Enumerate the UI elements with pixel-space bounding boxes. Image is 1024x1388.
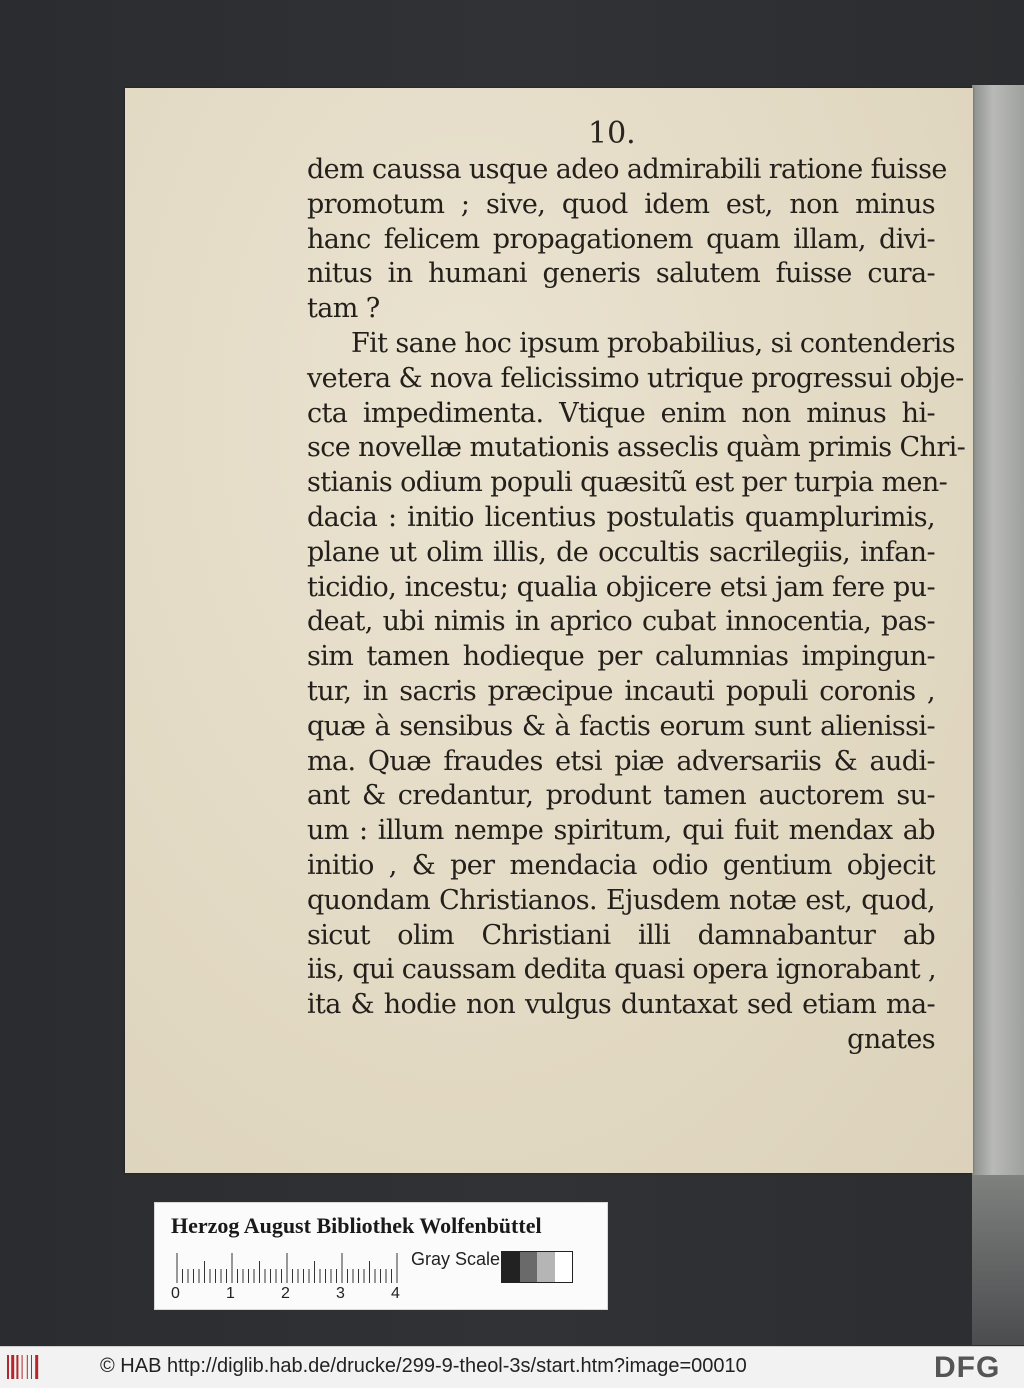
text-line: quondam Christianos. Ejusdem notæ est, quod,	[307, 884, 935, 916]
text-line: um : illum nempe spiritum, qui fuit mendax ab	[307, 815, 935, 847]
text-line: cta impedimenta. Vtique enim non minus hi-	[307, 397, 935, 429]
text-line: nitus in humani generis salutem fuisse cura-	[307, 258, 935, 290]
ruler-number: 2	[281, 1285, 290, 1302]
text-line: ita & hodie non vulgus duntaxat sed etiam ma-	[307, 989, 935, 1021]
text-line: ant & credantur, produnt tamen auctorem su-	[307, 780, 935, 812]
ruler-number: 0	[171, 1285, 180, 1302]
scale-ruler	[175, 1249, 405, 1283]
gray-scale-swatches	[501, 1251, 573, 1283]
text-line: sicut olim Christiani illi damnabantur ab	[307, 919, 935, 951]
ruler-number: 4	[391, 1285, 400, 1302]
ruler-number: 3	[336, 1285, 345, 1302]
text-line: promotum ; sive, quod idem est, non minus	[307, 188, 935, 220]
gray-swatch	[555, 1252, 573, 1282]
text-line: dacia : initio licentius postulatis quamplurimis,	[307, 501, 935, 533]
text-line: Fit sane hoc ipsum probabilius, si contenderis	[351, 327, 955, 359]
text-line: stianis odium populi quæsitũ est per turpia men-	[307, 467, 948, 499]
text-line: tur, in sacris præcipue incauti populi coronis ,	[307, 675, 935, 707]
gray-scale-label: Gray Scale	[411, 1249, 501, 1269]
facing-page-edge-lower	[972, 1175, 1024, 1345]
viewer-footer	[0, 1346, 1024, 1388]
gray-swatch	[502, 1252, 520, 1282]
text-line: deat, ubi nimis in aprico cubat innocentia, pas-	[307, 606, 935, 638]
text-line: quæ à sensibus & à factis eorum sunt alienissi-	[307, 710, 935, 742]
copyright-link[interactable]: © HAB http://diglib.hab.de/drucke/299-9-theol-3s/start.htm?image=00010	[100, 1355, 747, 1377]
barcode-icon	[6, 1353, 48, 1381]
library-name: Herzog August Bibliothek Wolfenbüttel	[171, 1213, 542, 1238]
barcode-bar	[27, 1355, 28, 1379]
text-line: ticidio, incestu; qualia objicere etsi jam fere pu-	[307, 571, 935, 603]
barcode-bar	[7, 1355, 9, 1379]
barcode-bar	[31, 1355, 32, 1379]
page-number: 10.	[588, 116, 636, 151]
text-line: vetera & nova felicissimo utrique progressui obje-	[307, 362, 964, 394]
barcode-bar	[22, 1355, 23, 1379]
page-text	[307, 153, 966, 1058]
barcode-bar	[11, 1355, 14, 1379]
text-line: hanc felicem propagationem quam illam, divi-	[307, 223, 935, 255]
ruler-numbers	[167, 1285, 407, 1305]
barcode-bar	[16, 1355, 18, 1379]
facing-page-edge	[972, 85, 1024, 1175]
ruler-number: 1	[226, 1285, 235, 1302]
barcode-bar	[35, 1355, 38, 1379]
text-line: tam ?	[307, 293, 380, 325]
catchword: gnates	[847, 1023, 935, 1055]
text-line: initio , & per mendacia odio gentium objecit	[307, 849, 935, 881]
text-line: ma. Quæ fraudes etsi piæ adversariis & audi-	[307, 745, 935, 777]
library-label-card	[154, 1202, 608, 1310]
gray-swatch	[537, 1252, 555, 1282]
dfg-logo: DFG	[934, 1351, 1001, 1384]
text-line: iis, qui caussam dedita quasi opera ignorabant ,	[307, 954, 936, 986]
text-line: dem caussa usque adeo admirabili ratione fuisse	[307, 154, 947, 185]
text-line: sce novellæ mutationis asseclis quàm primis Chri-	[307, 432, 966, 464]
gray-swatch	[520, 1252, 538, 1282]
text-line: plane ut olim illis, de occultis sacrilegiis, infan-	[307, 536, 935, 568]
text-line: sim tamen hodieque per calumnias impingun-	[307, 641, 935, 673]
